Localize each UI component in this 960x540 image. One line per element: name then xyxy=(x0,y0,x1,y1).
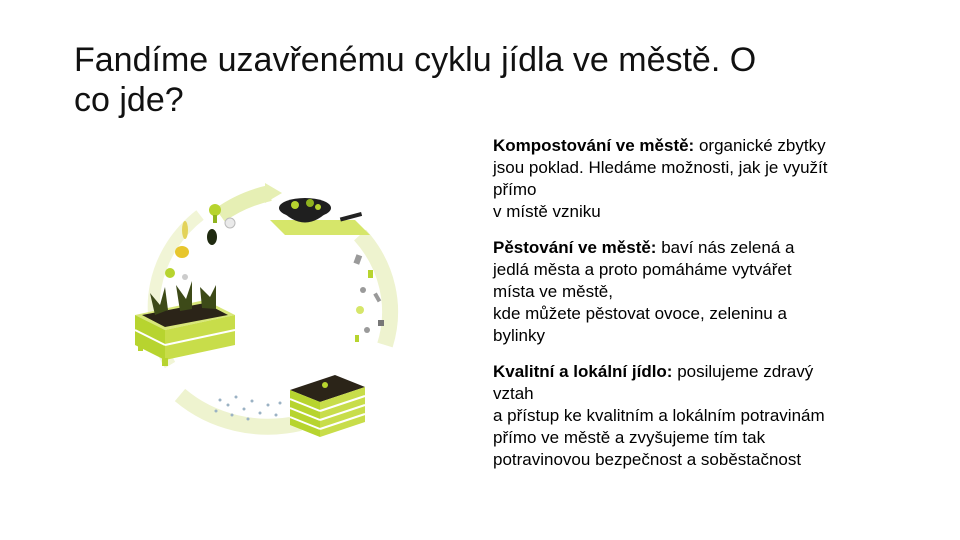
paragraph-line: kde můžete pěstovat ovoce, zeleninu a xyxy=(493,304,787,323)
paragraph-line: a přístup ke kvalitním a lokálním potravinám xyxy=(493,406,825,425)
paragraph-line: vztah xyxy=(493,384,534,403)
cycle-arrow-bottom xyxy=(180,395,300,427)
arrow-head-top xyxy=(265,183,282,203)
paragraph-lead: Kompostování ve městě: xyxy=(493,136,695,155)
paragraph-line: jsou poklad. Hledáme možnosti, jak je využít xyxy=(493,158,828,177)
paragraph-line: bylinky xyxy=(493,326,545,345)
paragraph-line: přímo xyxy=(493,180,537,199)
title-line-1: Fandíme uzavřenému cyklu jídla ve městě. O xyxy=(74,41,757,79)
paragraph-line: v místě vzniku xyxy=(493,202,601,221)
paragraph-line: baví nás zelená a xyxy=(656,238,795,257)
paragraph-line: organické zbytky xyxy=(694,136,826,155)
slide-title xyxy=(74,40,914,120)
paragraph-lead: Pěstování ve městě: xyxy=(493,238,657,257)
bowl-icon xyxy=(270,198,370,235)
paragraph-growing xyxy=(493,237,913,347)
title-line-2: co jde? xyxy=(74,81,184,119)
food-cycle-illustration xyxy=(120,175,460,445)
paragraph-composting xyxy=(493,135,913,223)
cycle-graphic xyxy=(120,175,460,445)
bullet-list xyxy=(493,135,913,485)
paragraph-line: posilujeme zdravý xyxy=(672,362,814,381)
paragraph-line: jedlá města a proto pomáháme vytvářet xyxy=(493,260,792,279)
paragraph-local-food xyxy=(493,361,913,471)
paragraph-line: potravinovou bezpečnost a soběstačnost xyxy=(493,450,802,469)
paragraph-line: přímo ve městě a zvyšujeme tím tak xyxy=(493,428,766,447)
paragraph-line: místa ve městě, xyxy=(493,282,613,301)
paragraph-lead: Kvalitní a lokální jídlo: xyxy=(493,362,673,381)
cycle-arrow-top xyxy=(220,193,270,215)
compost-bin-icon xyxy=(290,375,365,437)
